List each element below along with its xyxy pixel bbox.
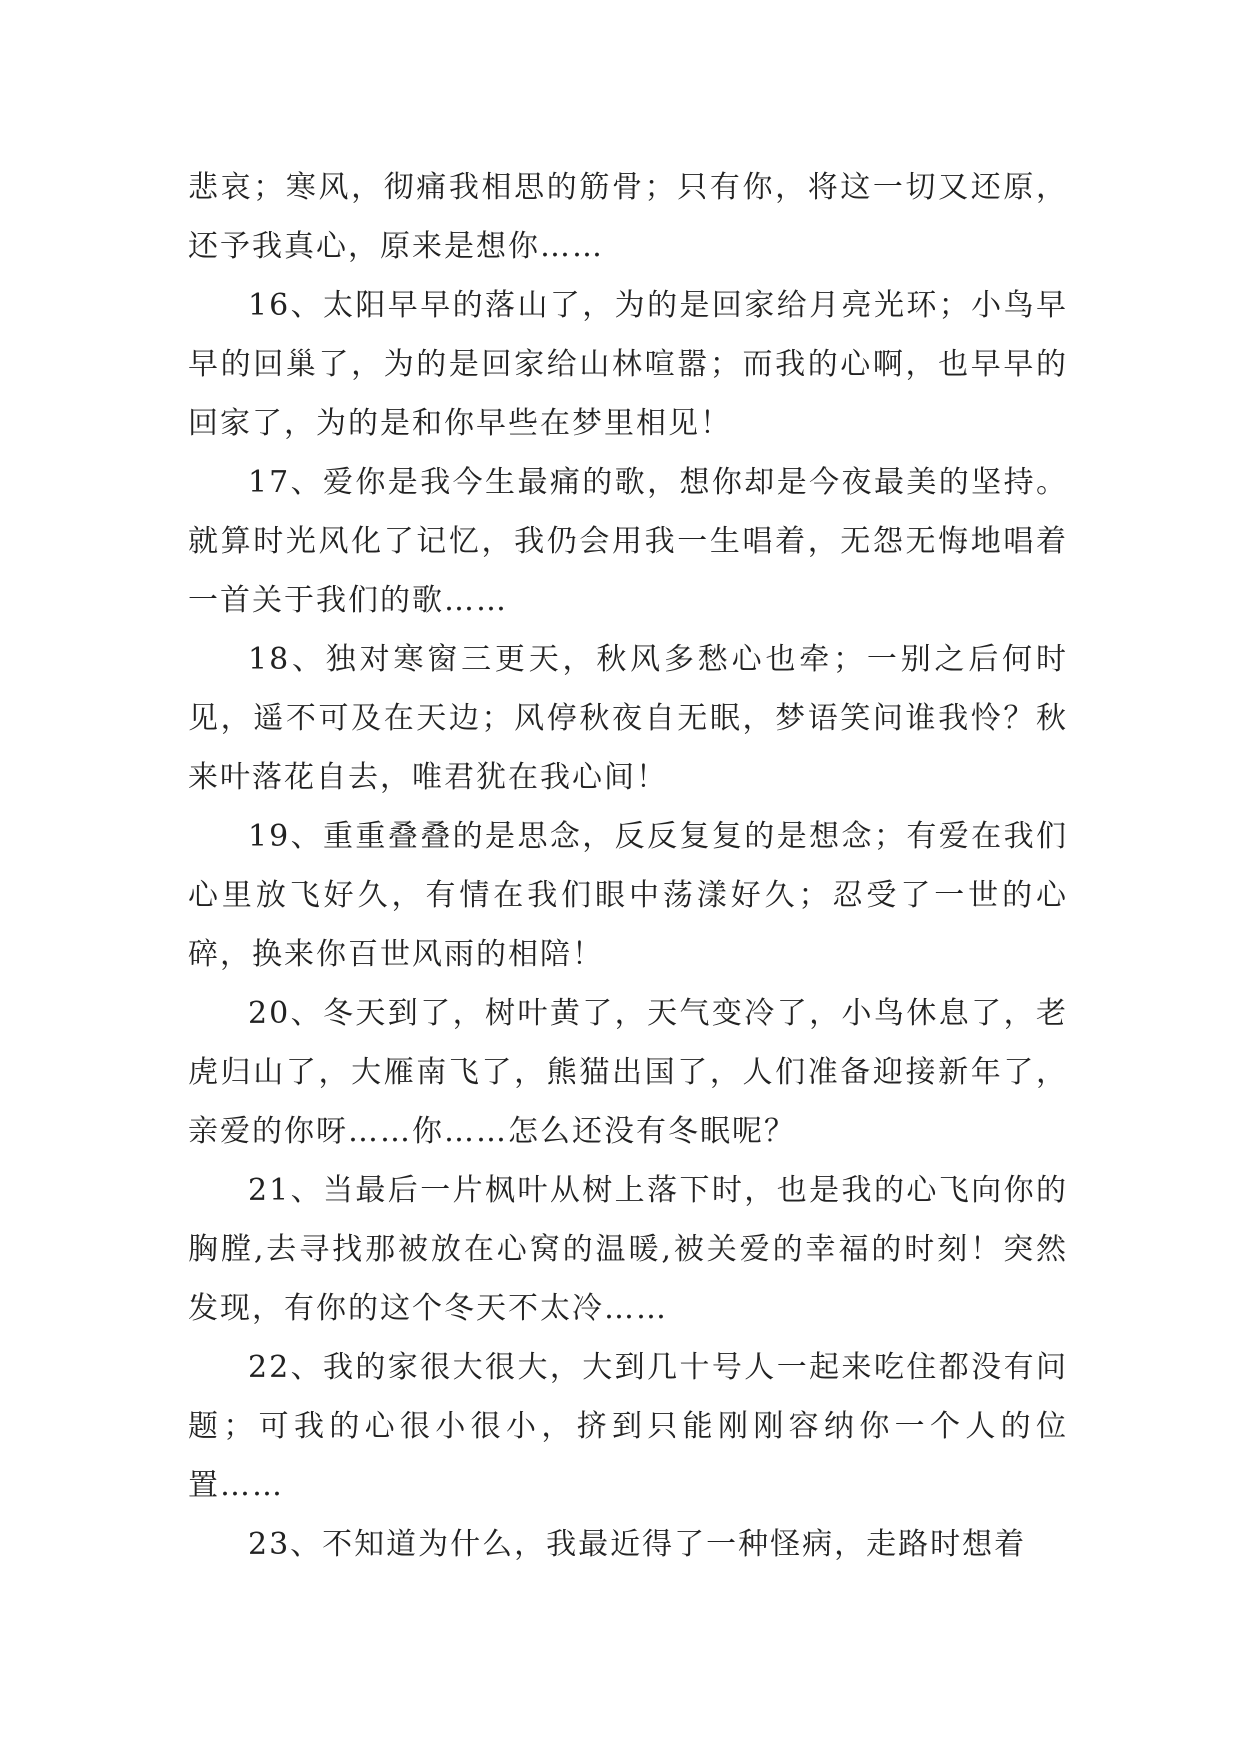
paragraph: 悲哀；寒风，彻痛我相思的筋骨；只有你，将这一切又还原，还予我真心，原来是想你…… xyxy=(188,170,1068,264)
paragraph: 18、独对寒窗三更天，秋风多愁心也牵；一别之后何时见，遥不可及在天边；风停秋夜自无眠，梦语笑问谁我怜？秋来叶落花自去，唯君犹在我心间！ xyxy=(188,642,1068,795)
paragraph: 23、不知道为什么，我最近得了一种怪病，走路时想着 xyxy=(248,1527,1027,1562)
paragraph: 20、冬天到了，树叶黄了，天气变冷了，小鸟休息了，老虎归山了，大雁南飞了，熊猫出国了，人们准备迎接新年了，亲爱的你呀……你……怎么还没有冬眠呢？ xyxy=(188,996,1068,1149)
paragraph: 21、当最后一片枫叶从树上落下时，也是我的心飞向你的胸膛,去寻找那被放在心窝的温暖,被关爱的幸福的时刻！突然发现，有你的这个冬天不太冷…… xyxy=(188,1173,1068,1326)
paragraph: 19、重重叠叠的是思念，反反复复的是想念；有爱在我们心里放飞好久，有情在我们眼中荡漾好久；忍受了一世的心碎，换来你百世风雨的相陪！ xyxy=(188,819,1068,972)
paragraph: 17、爱你是我今生最痛的歌，想你却是今夜最美的坚持。就算时光风化了记忆，我仍会用我一生唱着，无怨无悔地唱着一首关于我们的歌…… xyxy=(188,465,1068,618)
paragraph: 22、我的家很大很大，大到几十号人一起来吃住都没有问题；可我的心很小很小，挤到只能刚刚容纳你一个人的位置…… xyxy=(188,1350,1068,1503)
document-body xyxy=(188,158,1068,1574)
paragraph: 16、太阳早早的落山了，为的是回家给月亮光环；小鸟早早的回巢了，为的是回家给山林喧嚣；而我的心啊，也早早的回家了，为的是和你早些在梦里相见！ xyxy=(188,288,1068,441)
